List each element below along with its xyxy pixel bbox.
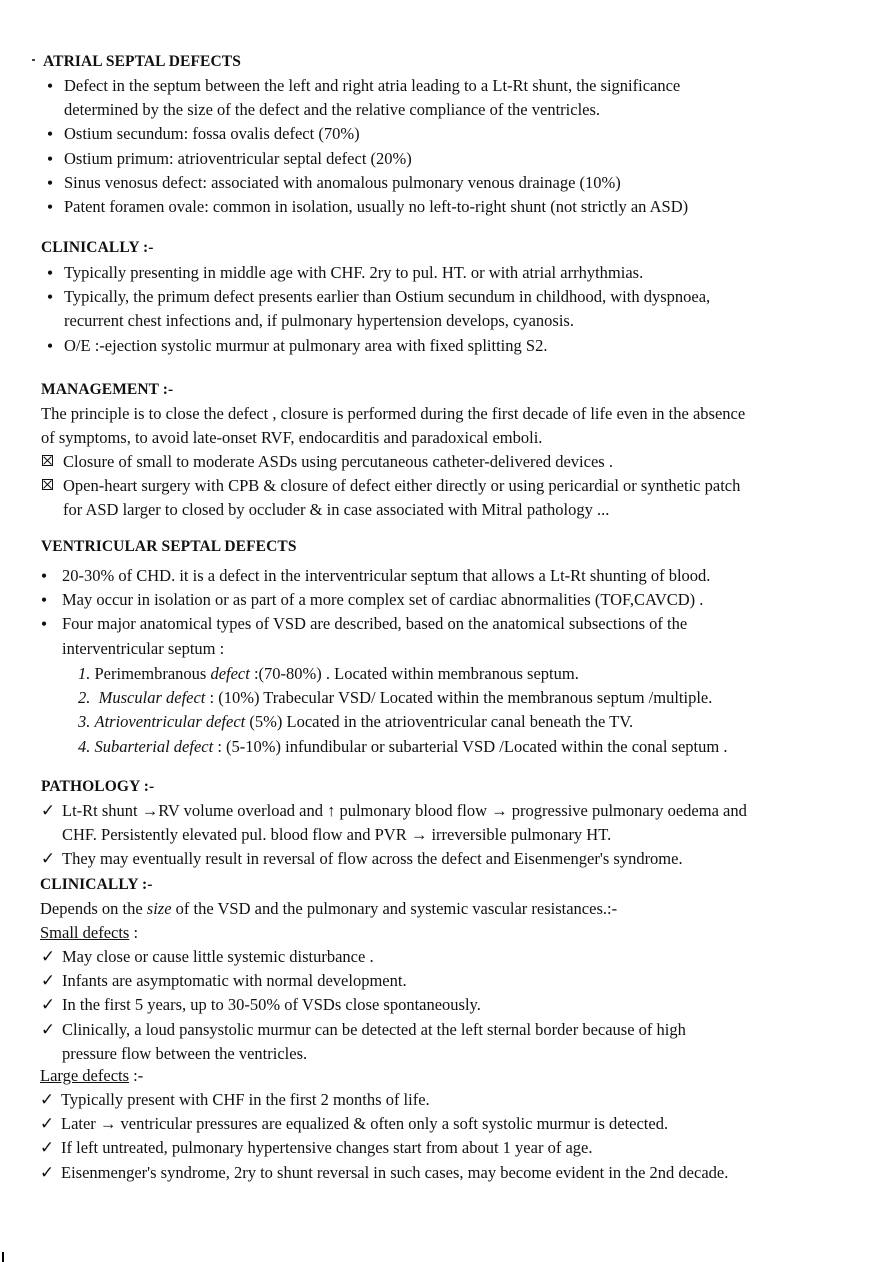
checkmark-icon: ✓: [39, 1162, 55, 1182]
x-box-icon: [42, 455, 53, 466]
list-item-continuation: pressure flow between the ventricles.: [62, 1043, 308, 1063]
bullet-dot-icon: •: [40, 590, 48, 611]
list-item: • Defect in the septum between the left and right atria leading to a Lt-Rt shunt, the significance: [64, 74, 688, 98]
list-item: ✓ Lt-Rt shunt →RV volume overload and ↑ pulmonary blood flow → progressive pulmonary oedema and: [62, 799, 747, 823]
checkmark-icon: ✓: [40, 1019, 56, 1039]
vsd-type-item: 4. Subarterial defect : (5-10%) infundibular or subarterial VSD /Located within the conal septum .: [78, 736, 728, 756]
bullet-dot-icon: •: [46, 76, 54, 96]
bullet-dot-icon: •: [46, 335, 54, 356]
management-heading: MANAGEMENT :-: [41, 381, 174, 398]
bullet-dot-icon: •: [40, 614, 48, 635]
list-item: • Ostium primum: atrioventricular septal defect (20%): [64, 147, 688, 171]
checkmark-icon: ✓: [40, 801, 56, 820]
list-item: • Sinus venosus defect: associated with anomalous pulmonary venous drainage (10%): [64, 171, 688, 195]
list-item: ✓ May close or cause little systemic disturbance .: [62, 945, 686, 969]
list-item: • O/E :-ejection systolic murmur at pulmonary area with fixed splitting S2.: [64, 334, 710, 358]
checkmark-icon: ✓: [40, 971, 56, 991]
small-defects-list: [40, 945, 686, 1066]
list-item: • 20-30% of CHD. it is a defect in the interventricular septum that allows a Lt-Rt shunting of blood.: [62, 564, 710, 588]
list-item-continuation: recurrent chest infections and, if pulmonary hypertension develops, cyanosis.: [64, 311, 574, 331]
list-item: • Typically, the primum defect presents earlier than Ostium secundum in childhood, with dyspnoea,: [64, 285, 710, 309]
large-defects-label: Large defects :-: [40, 1066, 144, 1085]
vsd-clinically-intro: Depends on the size of the VSD and the pulmonary and systemic vascular resistances.:-: [40, 899, 618, 918]
list-item: ✓ Later → ventricular pressures are equalized & often only a soft systolic murmur is detected.: [61, 1112, 728, 1136]
list-item: ✓ In the first 5 years, up to 30-50% of VSDs close spontaneously.: [62, 993, 686, 1017]
pathology-list: [40, 799, 747, 872]
vsd-type-item: 3. Atrioventricular defect (5%) Located in the atrioventricular canal beneath the TV.: [78, 712, 634, 732]
list-item-continuation: interventricular septum :: [62, 638, 225, 658]
checkmark-icon: ✓: [39, 1090, 55, 1109]
pathology-heading: PATHOLOGY :-: [41, 778, 155, 795]
list-item: ✓ Typically present with CHF in the first 2 months of life.: [61, 1088, 728, 1112]
checkmark-icon: ✓: [39, 1114, 55, 1134]
vsd-type-item: 1. Perimembranous defect :(70-80%) . Located within membranous septum.: [78, 664, 579, 683]
large-defects-list: [39, 1088, 729, 1185]
bullet-dot-icon: •: [40, 566, 48, 586]
asd-clinically-list: [46, 261, 711, 358]
list-item: ✓ Infants are asymptomatic with normal development.: [62, 969, 686, 993]
small-defects-label: Small defects :: [40, 923, 139, 942]
list-item-continuation: determined by the size of the defect and the relative compliance of the ventricles.: [64, 100, 601, 120]
checkmark-icon: ✓: [40, 947, 56, 966]
list-item: ✓ If left untreated, pulmonary hypertensive changes start from about 1 year of age.: [61, 1136, 728, 1160]
bullet-dot-icon: •: [46, 148, 54, 169]
bullet-dot-icon: •: [46, 124, 54, 145]
bullet-dot-icon: •: [46, 287, 54, 308]
management-list: [63, 450, 740, 523]
scan-speck: [2, 1252, 4, 1262]
asd-heading: ATRIAL SEPTAL DEFECTS: [43, 53, 241, 70]
list-item: ✓ Eisenmenger's syndrome, 2ry to shunt reversal in such cases, may become evident in the 2nd decade.: [61, 1161, 728, 1185]
list-item: • Typically presenting in middle age with CHF. 2ry to pul. HT. or with atrial arrhythmias.: [64, 261, 710, 285]
list-item: Open-heart surgery with CPB & closure of defect either directly or using pericardial or synthetic patch: [63, 474, 740, 498]
list-item-continuation: for ASD larger to closed by occluder & in case associated with Mitral pathology ...: [63, 500, 610, 520]
list-item: • May occur in isolation or as part of a more complex set of cardiac abnormalities (TOF,CAVCD) .: [62, 588, 710, 612]
vsd-clinically-heading: CLINICALLY :-: [40, 876, 153, 893]
asd-clinically-heading: CLINICALLY :-: [41, 239, 154, 256]
bullet-dot-icon: •: [46, 172, 54, 193]
bullet-dot-icon: •: [46, 197, 54, 218]
x-box-icon: [42, 479, 53, 490]
scan-speck: [32, 59, 35, 61]
checkmark-icon: ✓: [40, 849, 56, 869]
list-item-continuation: CHF. Persistently elevated pul. blood flow and PVR → irreversible pulmonary HT.: [62, 825, 612, 845]
vsd-types-list: [78, 662, 727, 759]
checkmark-icon: ✓: [40, 995, 56, 1015]
vsd-heading: VENTRICULAR SEPTAL DEFECTS: [41, 538, 297, 555]
checkmark-icon: ✓: [39, 1138, 55, 1158]
vsd-list: [40, 564, 711, 661]
list-item: ✓ They may eventually result in reversal of flow across the defect and Eisenmenger's syndrome.: [62, 847, 747, 871]
management-paragraph: The principle is to close the defect , closure is performed during the first decade of life even in the absence of symptoms, to avoid late-onset RVF, endocarditis and paradoxical emboli.: [41, 404, 746, 448]
asd-list: [46, 74, 689, 219]
bullet-dot-icon: •: [46, 263, 54, 283]
list-item: • Ostium secundum: fossa ovalis defect (70%): [64, 122, 688, 146]
list-item: • Four major anatomical types of VSD are described, based on the anatomical subsections of the: [62, 612, 710, 636]
list-item: ✓ Clinically, a loud pansystolic murmur can be detected at the left sternal border because of high: [62, 1018, 686, 1042]
list-item: Closure of small to moderate ASDs using percutaneous catheter-delivered devices .: [63, 450, 740, 474]
list-item: • Patent foramen ovale: common in isolation, usually no left-to-right shunt (not strictly an ASD): [64, 195, 688, 219]
vsd-type-item: 2. Muscular defect : (10%) Trabecular VSD/ Located within the membranous septum /multiple.: [78, 688, 713, 708]
